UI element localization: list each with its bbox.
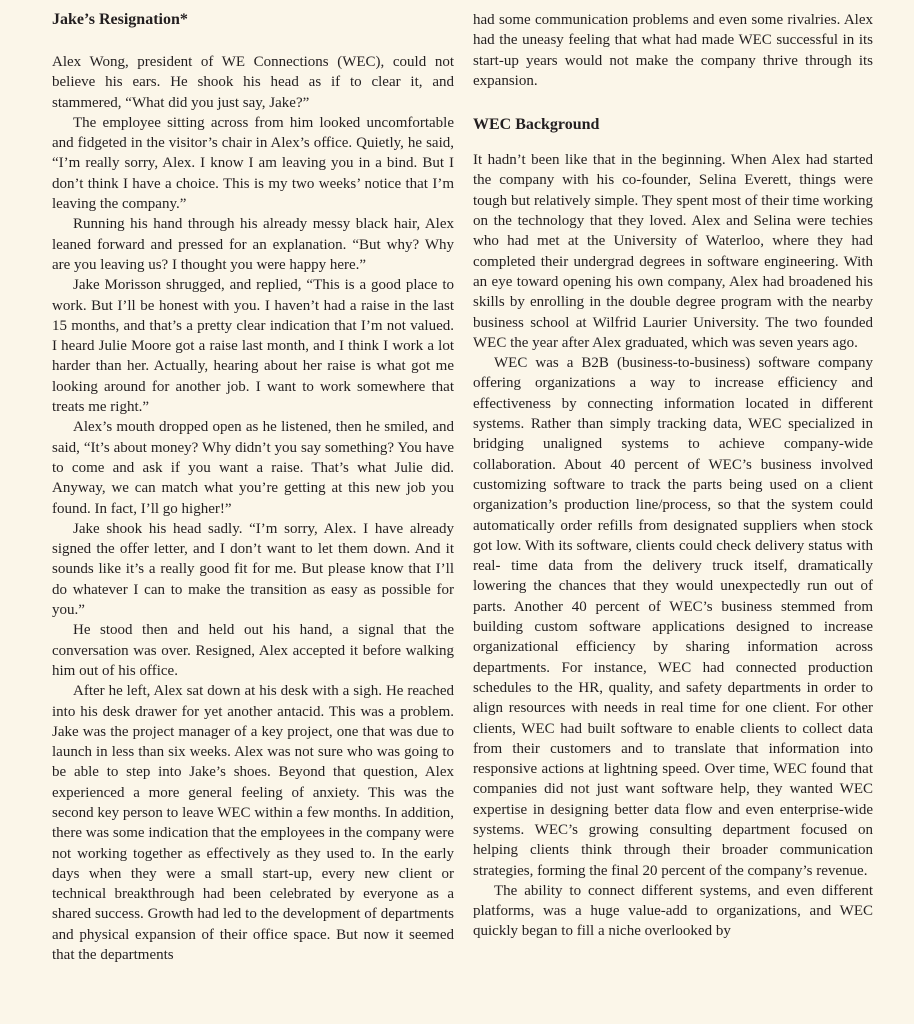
- paragraph: Jake shook his head sadly. “I’m sorry, Alex. I have already signed the offer letter, and I don’t want to let them down. And it sounds like it’s a really good fit for me. But please know that I’ll do whatever I can to make the transition as easy as possible for you.”: [52, 520, 454, 619]
- paragraph: The employee sitting across from him looked uncomfortable and fidgeted in the visitor’s chair in Alex’s office. Quietly, he said, “I’m really sorry, Alex. I know I am leaving you in a bind. But I don’t think I have a choice. This is my two weeks’ notice that I’m leaving the company.”: [52, 114, 454, 213]
- right-column: [473, 10, 873, 942]
- paragraph: WEC was a B2B (business-to-business) software company offering organizations a way to increase efficiency and effectiveness by connecting information located in different systems. Rather than simply tracking data, WEC specialized in bridging unaligned systems to achieve company-wide collaboration. About 40 percent of WEC’s business involved customizing software to track the parts being used on a client organization’s production line/process, so that the system could automatically order refills from designated suppliers when stock got low. With its software, clients could check delivery status with real- time data from the delivery truck itself, dramatically lowering the chances that they would unexpectedly run out of parts. Another 40 percent of WEC’s business stemmed from building custom software applications designed to increase organizational efficiency by sharing information across departments. For instance, WEC had connected production schedules to the HR, quality, and safety departments in order to align resources with needs in real time for one client. For other clients, WEC had built software to enable clients to collect data from their customers and to translate that information into responsive actions at lightning speed. Over time, WEC found that companies did not just want software help, they wanted WEC expertise in designing better data flow and even enterprise-wide systems. WEC’s growing consulting department focused on helping clients think through their broader communication strategies, forming the final 20 percent of the company’s revenue.: [473, 355, 873, 879]
- left-column: [52, 10, 454, 965]
- paragraph: It hadn’t been like that in the beginning. When Alex had started the company with his co-founder, Selina Everett, things were tough but relatively simple. They spent most of their time working on the technology that they loved. Alex and Selina were techies who had met at the University of Waterloo, where they had completed their undergrad degrees in software engineering. With an eye toward opening his own company, Alex had broadened his skills by enrolling in the double degree program with the nearby business school at Wilfrid Laurier University. The two founded WEC the year after Alex graduated, which was seven years ago.: [473, 152, 873, 351]
- continued-paragraph: had some communication problems and even some rivalries. Alex had the uneasy feeling that what had made WEC successful in its start-up years would not make the company thrive through its expansion.: [473, 12, 873, 89]
- paragraph: Running his hand through his already messy black hair, Alex leaned forward and pressed for an explanation. “But why? Why are you leaving us? I thought you were happy here.”: [52, 216, 454, 273]
- paragraph: The ability to connect different systems, and even different platforms, was a huge value-add to organizations, and WEC quickly began to fill a niche overlooked by: [473, 882, 873, 940]
- section-heading: WEC Background: [473, 116, 600, 134]
- case-title: Jake’s Resignation*: [52, 11, 188, 28]
- paragraph: He stood then and held out his hand, a signal that the conversation was over. Resigned, Alex accepted it before walking him out of his office.: [52, 622, 454, 679]
- paragraph: Alex Wong, president of WE Connections (WEC), could not believe his ears. He shook his head as if to clear it, and stammered, “What did you just say, Jake?”: [52, 54, 454, 111]
- paragraph: After he left, Alex sat down at his desk with a sigh. He reached into his desk drawer for yet another antacid. This was a problem. Jake was the project manager of a key project, one that was due to launch in less than six weeks. Alex was not sure who was going to be able to step into Jake’s shoes. Beyond that question, Alex experienced a more general feeling of anxiety. This was the second key person to leave WEC within a few months. In addition, there was some indication that the employees in the company were not working together as effectively as they used to. In the early days when they were a small start-up, every new client or technical breakthrough had been celebrated by everyone as a shared success. Growth had led to the development of departments and physical expansion of their office space. But now it seemed that the departments: [52, 683, 454, 964]
- paragraph: Jake Morisson shrugged, and replied, “This is a good place to work. But I’ll be honest with you. I haven’t had a raise in the last 15 months, and that’s a pretty clear indication that I’m not valued. I heard Julie Moore got a raise last month, and I think I work a lot harder than her. Actually, hearing about her raise is what got me looking around for another job. I want to work somewhere that treats me right.”: [52, 277, 454, 416]
- paragraph: Alex’s mouth dropped open as he listened, then he smiled, and said, “It’s about money? Why didn’t you say something? You have to come and ask if you want a raise. That’s what Julie did. Anyway, we can match what you’re getting at this new job you found. In fact, I’ll go higher!”: [52, 419, 454, 517]
